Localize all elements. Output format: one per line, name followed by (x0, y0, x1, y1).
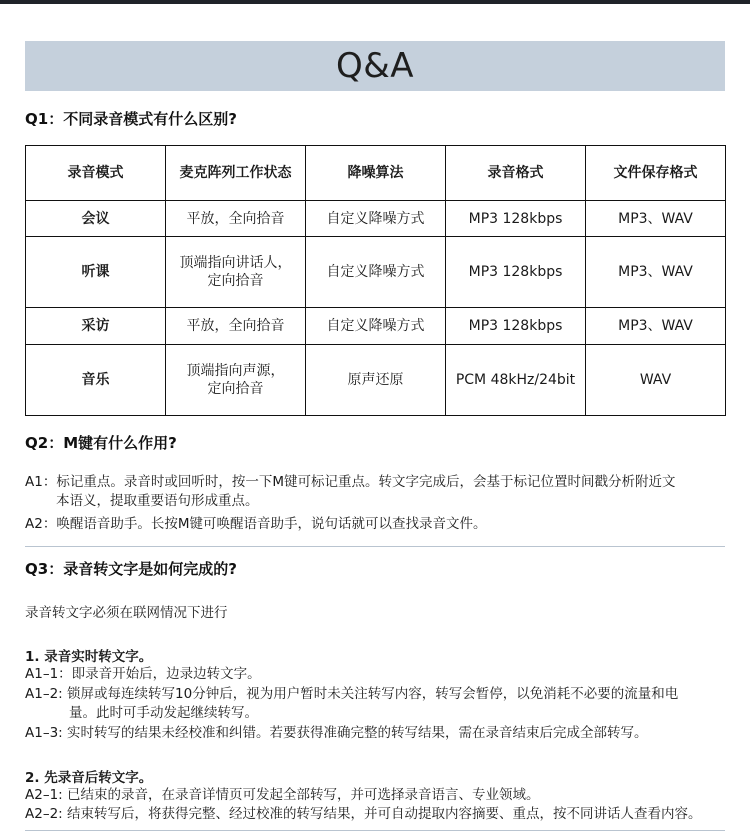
cell-save: MP3、WAV (586, 237, 726, 308)
cell-mic: 顶端指向声源， 定向拾音 (166, 344, 306, 415)
cell-format: MP3 128kbps (446, 308, 586, 344)
banner-title: Q&A (335, 46, 415, 86)
cell-mode: 听课 (26, 237, 166, 308)
section1-title: 1. 录音实时转文字。 (25, 649, 153, 665)
cell-mode: 音乐 (26, 344, 166, 415)
cell-mode: 采访 (26, 308, 166, 344)
table-header-row (26, 146, 726, 201)
a1-2-prefix: A1–2: (25, 686, 68, 702)
a1-2-line2: 量。此时可手动发起继续转写。 (69, 705, 258, 721)
recording-modes-table (25, 145, 726, 416)
cell-noise: 自定义降噪方式 (306, 237, 446, 308)
a2-2-text: A2–2: 结束转写后，将获得完整、经过校准的转写结果，并可自动提取内容摘要、重点，按不同讲话人查看内容。 (25, 806, 702, 822)
header-mode: 录音模式 (26, 146, 166, 201)
a1-2-text (25, 685, 730, 723)
a1-prefix: A1： (25, 474, 57, 490)
cell-noise: 原声还原 (306, 344, 446, 415)
header-mic: 麦克阵列工作状态 (166, 146, 306, 201)
cell-noise: 自定义降噪方式 (306, 201, 446, 237)
cell-format: PCM 48kHz/24bit (446, 344, 586, 415)
cell-mode: 会议 (26, 201, 166, 237)
header-noise: 降噪算法 (306, 146, 446, 201)
q2-heading: Q2：M键有什么作用? (25, 434, 177, 452)
qa-banner (25, 41, 725, 91)
q3-intro: 录音转文字必须在联网情况下进行 (25, 605, 228, 621)
cell-format: MP3 128kbps (446, 201, 586, 237)
a1-2-line1: 锁屏或每连续转写10分钟后，视为用户暂时未关注转写内容，转写会暂停，以免消耗不必要的流量和电 (67, 686, 679, 702)
cell-save: MP3、WAV (586, 201, 726, 237)
cell-mic: 平放，全向拾音 (166, 201, 306, 237)
section2-title: 2. 先录音后转文字。 (25, 770, 153, 786)
a1-1-text: A1–1：即录音开始后，边录边转文字。 (25, 666, 261, 682)
table-row (26, 308, 726, 344)
q2-answer-a1 (25, 473, 730, 511)
a1-3-text: A1–3: 实时转写的结果未经校准和纠错。若要获得准确完整的转写结果，需在录音结束后完成全部转写。 (25, 725, 648, 741)
a2-1-text: A2–1: 已结束的录音，在录音详情页可发起全部转写，并可选择录音语言、专业领域。 (25, 787, 540, 803)
table-row (26, 201, 726, 237)
top-border (0, 0, 750, 4)
table-row (26, 237, 726, 308)
header-save: 文件保存格式 (586, 146, 726, 201)
q3-heading: Q3：录音转文字是如何完成的? (25, 560, 237, 578)
a1-line2: 本语义，提取重要语句形成重点。 (56, 493, 259, 509)
table-row (26, 344, 726, 415)
a1-line1: 标记重点。录音时或回听时，按一下M键可标记重点。转文字完成后，会基于标记位置时间戳分析附近文 (56, 474, 676, 490)
q2-answer-a2: A2：唤醒语音助手。长按M键可唤醒语音助手，说句话就可以查找录音文件。 (25, 516, 487, 532)
header-format: 录音格式 (446, 146, 586, 201)
cell-save: WAV (586, 344, 726, 415)
section-divider (25, 546, 725, 547)
bottom-divider (25, 830, 725, 831)
cell-mic: 顶端指向讲话人， 定向拾音 (166, 237, 306, 308)
cell-format: MP3 128kbps (446, 237, 586, 308)
cell-save: MP3、WAV (586, 308, 726, 344)
q1-heading: Q1：不同录音模式有什么区别? (25, 110, 237, 128)
cell-mic: 平放，全向拾音 (166, 308, 306, 344)
cell-noise: 自定义降噪方式 (306, 308, 446, 344)
